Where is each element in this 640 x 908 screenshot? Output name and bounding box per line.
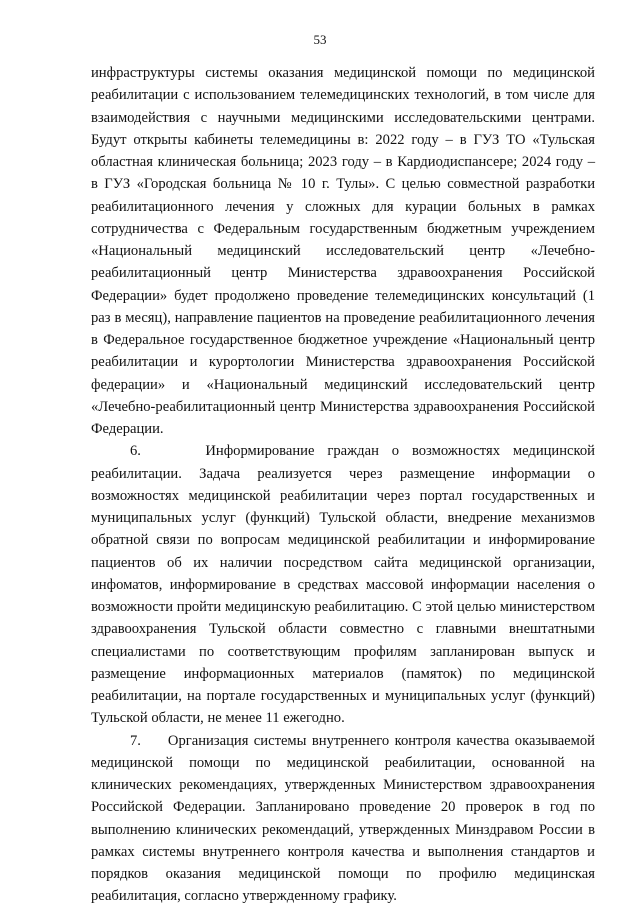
page-number: 53 bbox=[313, 32, 327, 47]
paragraph-item-7-quality-control: 7. Организация системы внутреннего контроля качества оказываемой медицинской помощи по медицинской реабилитации, основанной на клинических рекомендациях, утвержденных Министерством здравоохранения Российской Федерации. Запланировано проведение 20 проверок в год по выполнению клинических рекомендаций, утвержденных Минздравом России в рамках системы внутреннего контроля качества и выполнения стандартов и порядков оказания медицинской помощи по профилю медицинская реабилитация, согласно утвержденному графику. bbox=[91, 732, 595, 905]
paragraph-telemedicine: инфраструктуры системы оказания медицинской помощи по медицинской реабилитации с использованием телемедицинских технологий, в том числе для взаимодействия с научными медицинскими исследовательскими центрами. Будут открыты кабинеты телемедицины в: 2022 году – в ГУЗ ТО «Тульская областная клиническая больница; 2023 году – в Кардиодиспансере; 2024 году – в ГУЗ «Городская больница № 10 г. Тулы». С целью совместной разработки реабилитационного лечения у сложных для курации больных в рамках сотрудничества с Федеральным государственным бюджетным учреждением «Национальный медицинский исследовательский центр «Лечебно-реабилитационный центр Министерства здравоохранения Российской Федерации» будет продолжено проведение телемедицинских консультаций (1 раз в месяц), направление пациентов на проведение реабилитационного лечения в Федеральное государственное бюджетное учреждение «Национальный центр реабилитации и курортологии Министерства здравоохранения Российской федерации» и «Национальный медицинский исследовательский центр «Лечебно-реабилитационный центр Министерства здравоохранения Российской Федерации. bbox=[91, 65, 595, 437]
paragraph-item-6-informing: 6. Информирование граждан о возможностях медицинской реабилитации. Задача реализуется через размещение информации о возможностях медицинской реабилитации через портал государственных и муниципальных услуг (функций) Тульской области, внедрение механизмов обратной связи по вопросам медицинской реабилитации и информирование пациентов об их наличии посредством сайта медицинской организации, инфоматов, информирование в средствах массовой информации населения о возможности пройти медицинскую реабилитацию. С этой целью министерством здравоохранения Тульской области совместно с главными внештатными специалистами по соответствующим профилям запланирован выпуск и размещение информационных материалов (памяток) по медицинской реабилитации, на портале государственных и муниципальных услуг (функций) Тульской области, не менее 11 ежегодно. bbox=[91, 443, 595, 727]
document-body bbox=[91, 62, 595, 908]
